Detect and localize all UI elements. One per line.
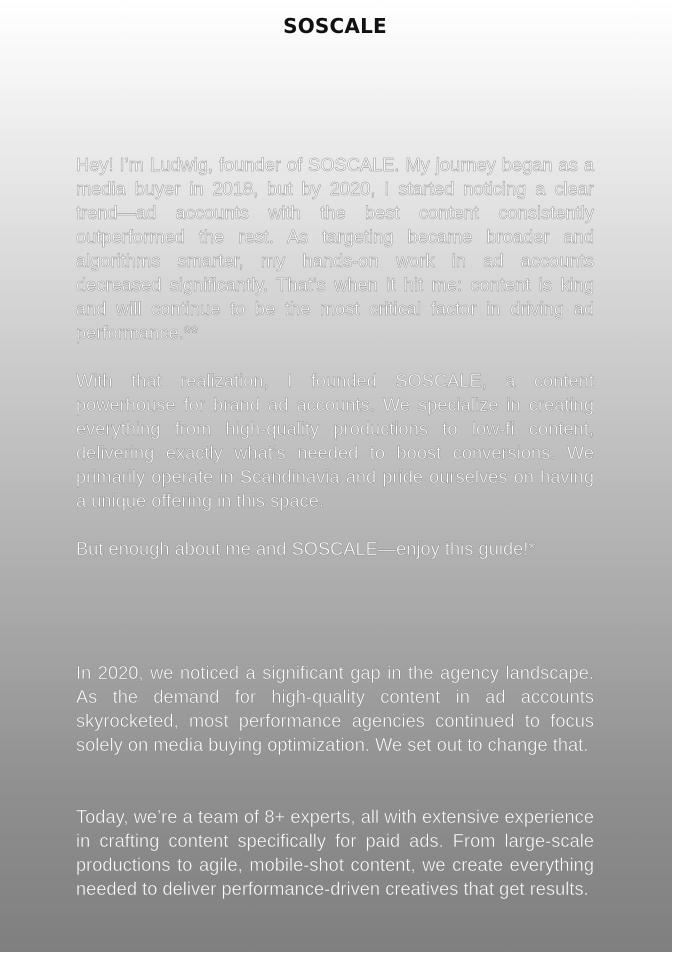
about-paragraph-gap: In 2020, we noticed a significant gap in the agency landscape. As the demand for high-quality content in ad accounts skyrocketed, most performance agencies continued to focus solely on media buying optimization. We set out to change that. xyxy=(76,663,594,755)
brand-logo: SOSCALE xyxy=(283,14,387,38)
about-paragraph-team: Today, we’re a team of 8+ experts, all with extensive experience in crafting content specifically for paid ads. From large-scale productions to agile, mobile-shot content, we create everything needed to deliver performance-driven creatives that get results. xyxy=(76,807,594,899)
intro-paragraph-company: With that realization, I founded SOSCALE, a content powerhouse for brand ad accounts. We specialize in creating everything from high-quality productions to low-fi content, delivering exactly what’s needed to boost conversions. We primarily operate in Scandinavia and pride ourselves on having a unique offering in this space. xyxy=(76,371,594,511)
intro-paragraph-founder: Hey! I’m Ludwig, founder of SOSCALE. My journey began as a media buyer in 2018, but by 2020, I started noticing a clear trend—ad accounts with the best content consistently outperformed the rest. As targeting became broader and algorithms smarter, my hands-on work in ad accounts decreased significantly. That’s when it hit me: content is king and will continue to be the most critical factor in driving ad performance.** xyxy=(76,155,594,343)
intro-paragraph-closing: But enough about me and SOSCALE—enjoy this guide!* xyxy=(76,539,536,559)
